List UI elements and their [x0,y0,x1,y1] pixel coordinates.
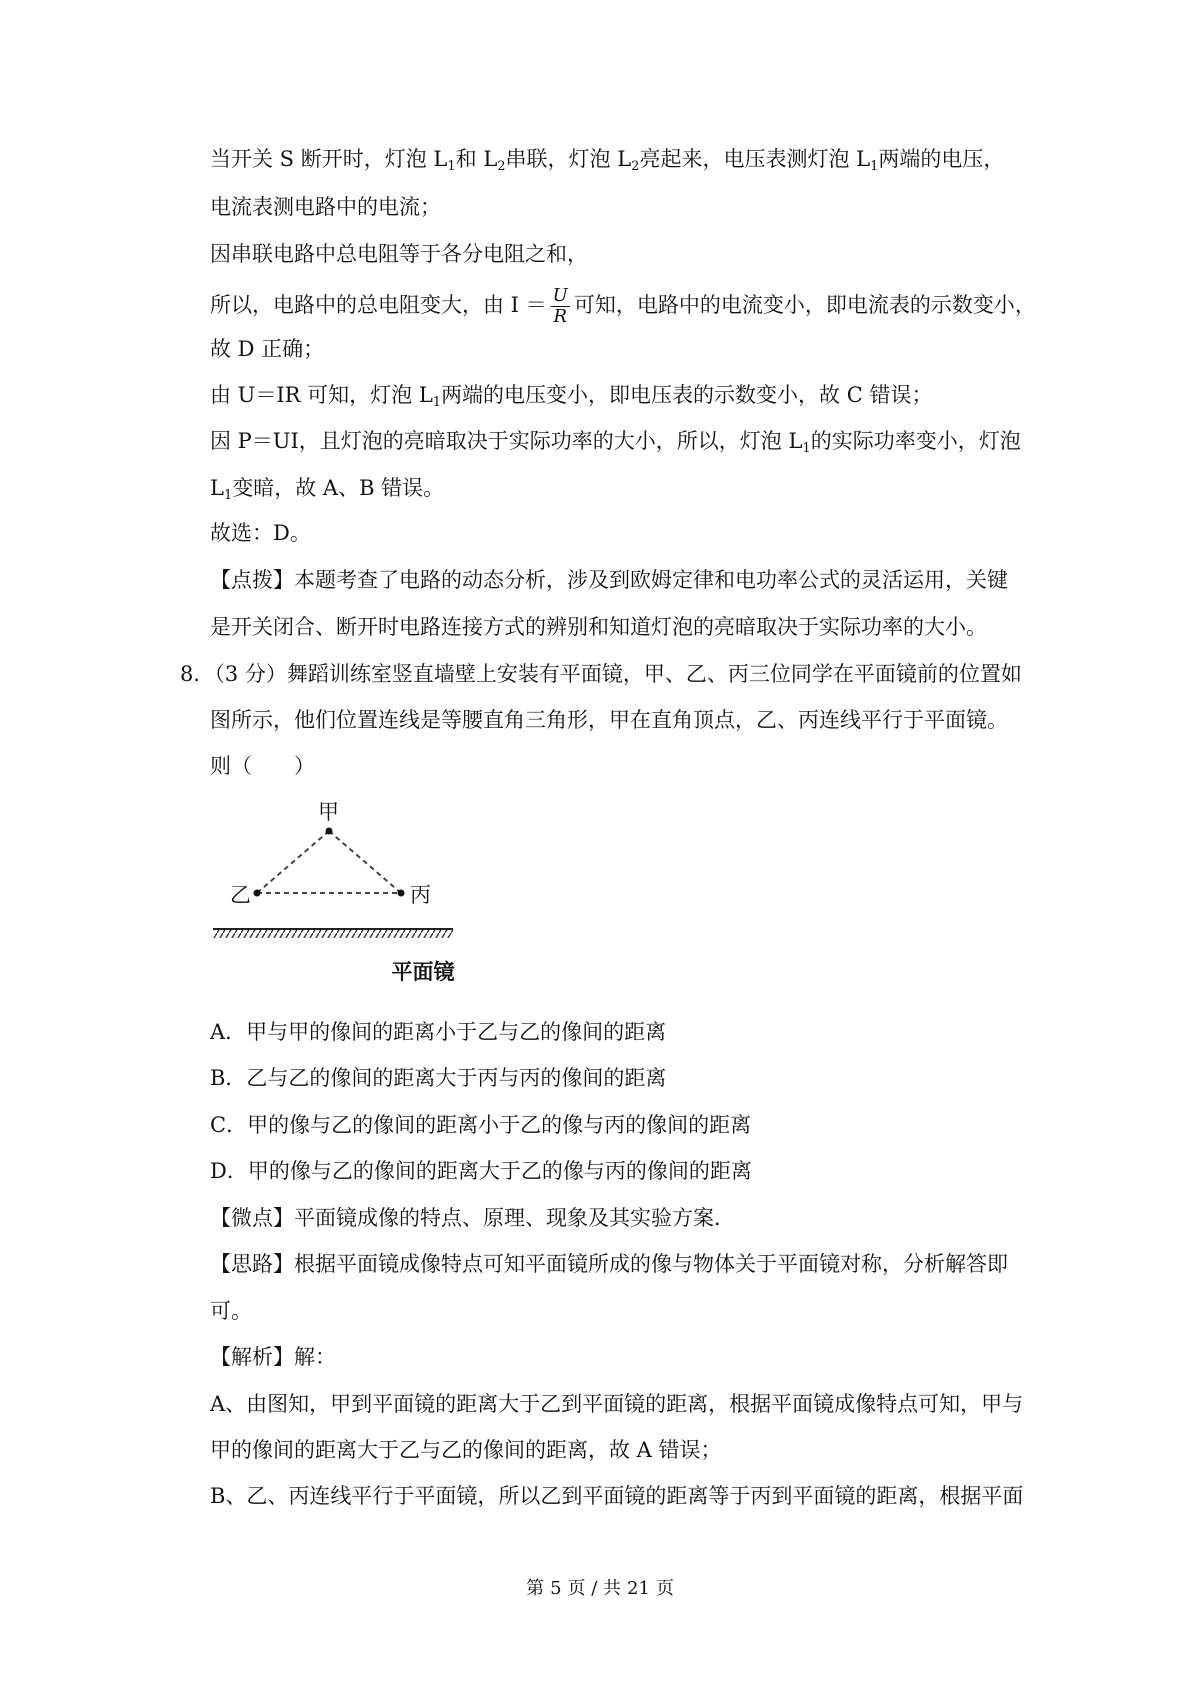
text-line: 因串联电路中总电阻等于各分电阻之和， [210,242,588,266]
text-line: 电流表测电路中的电流； [210,195,441,219]
text-line: 由 U＝IR 可知，灯泡 $L_1$两端的电压变小，即电压表的示数变小，故 C 错误； [210,383,933,410]
option-b: B．乙与乙的像间的距离大于丙与丙的像间的距离 [210,1066,667,1090]
option-c: C．甲的像与乙的像间的距离小于乙的像与丙的像间的距离 [210,1113,752,1137]
text-line: 因 P＝UI，且灯泡的亮暗取决于实际功率的大小，所以，灯泡 $L_1$的实际功率变小，灯泡 [210,429,1021,456]
point-bing [398,890,405,897]
question-8-stem: 8．（3 分）舞蹈训练室竖直墙壁上安装有平面镜，甲、乙、丙三位同学在平面镜前的位置如 [180,662,1022,686]
point-jia [326,828,333,835]
silu-line: 可。 [210,1299,252,1323]
dashed-line-jia-yi [257,831,329,893]
text-line: $L_1$变暗，故 A、B 错误。 [210,476,445,503]
label-yi: 乙 [230,883,251,907]
text-line: 故 D 正确； [210,337,325,361]
mirror-diagram [205,793,505,1008]
option-d: D．甲的像与乙的像间的距离大于乙的像与丙的像间的距离 [210,1159,752,1183]
option-a: A．甲与甲的像间的距离小于乙与乙的像间的距离 [210,1020,667,1044]
text-line: 当开关 S 断开时，灯泡 $L_1$和 $L_2$串联，灯泡 $L_2$亮起来，电压表测灯泡 $L_1$两端的电压， [210,147,1005,174]
tip-line: 【点拨】本题考查了电路的动态分析，涉及到欧姆定律和电功率公式的灵活运用，关键 [210,568,1008,592]
analysis-line: A、由图知，甲到平面镜的距离大于乙到平面镜的距离，根据平面镜成像特点可知，甲与 [210,1392,1024,1416]
ohm-law-fraction: $\frac{U}{R}$ [552,285,568,327]
label-bing: 丙 [410,883,431,907]
point-yi [254,890,261,897]
question-8-stem: 图所示，他们位置连线是等腰直角三角形，甲在直角顶点，乙、丙连线平行于平面镜。 [210,708,1008,732]
dashed-line-jia-bing [329,831,401,893]
page-total: 21 [627,1578,650,1599]
question-8-stem: 则（ ） [210,754,315,778]
text-line: 所以，电路中的总电阻变大，由 I ＝ $\frac{U}{R}$ 可知，电路中的电流变小，即电流表的示数变小， [210,285,1036,327]
text-line: 故选：D。 [210,521,311,545]
weidian-line: 【微点】平面镜成像的特点、原理、现象及其实验方案． [210,1206,735,1230]
tip-line: 是开关闭合、断开时电路连接方式的辨别和知道灯泡的亮暗取决于实际功率的大小。 [210,615,987,639]
label-mirror: 平面镜 [391,960,455,984]
page-number: 5 [550,1578,562,1599]
analysis-line: B、乙、丙连线平行于平面镜，所以乙到平面镜的距离等于丙到平面镜的距离，根据平面 [210,1484,1024,1508]
analysis-line: 甲的像间的距离大于乙与乙的像间的距离，故 A 错误； [210,1438,722,1462]
silu-line: 【思路】根据平面镜成像特点可知平面镜所成的像与物体关于平面镜对称，分析解答即 [210,1252,1008,1276]
label-jia: 甲 [318,800,339,824]
mirror-hatching [213,930,453,938]
page-footer: 第 5 页 / 共 21 页 [526,1578,674,1599]
jiexi-line: 【解析】解： [210,1345,336,1369]
